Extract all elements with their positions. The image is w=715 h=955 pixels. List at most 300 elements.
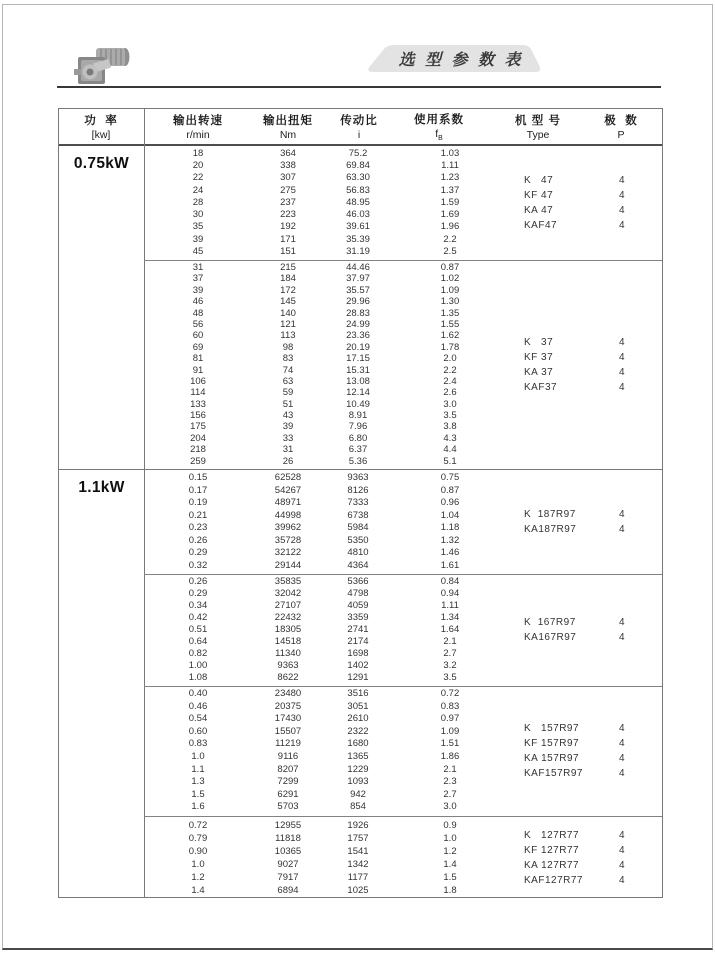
value: 1.08 <box>188 672 208 683</box>
value: 7.96 <box>348 421 368 433</box>
value: 307 <box>280 172 296 184</box>
value: 106 <box>190 375 206 387</box>
value: 338 <box>280 160 296 172</box>
value: 31.19 <box>346 245 370 257</box>
value: 7299 <box>277 776 299 788</box>
value: 4059 <box>347 600 369 611</box>
value: 0.29 <box>188 547 208 558</box>
value: 1.4 <box>443 859 457 870</box>
type-name: K 167R97 <box>524 617 576 628</box>
type-row <box>524 766 664 781</box>
value: 1342 <box>347 859 369 870</box>
value: 39.61 <box>346 221 370 233</box>
value: 113 <box>280 330 296 342</box>
poles-value: 4 <box>618 632 626 643</box>
value: 15.31 <box>346 364 370 376</box>
ratio-block <box>59 470 662 574</box>
type-name: KAF157R97 <box>524 768 583 779</box>
value: 91 <box>192 364 204 376</box>
value: 0.94 <box>440 588 460 599</box>
value: 63.30 <box>346 172 370 184</box>
value: 0.84 <box>440 576 460 587</box>
value: 0.32 <box>188 559 208 571</box>
poles-value: 4 <box>618 723 626 734</box>
value: 1.62 <box>440 330 460 342</box>
poles-value: 4 <box>618 175 626 186</box>
column-fb <box>410 686 490 816</box>
column-speed <box>158 146 238 260</box>
value: 2.5 <box>443 245 457 257</box>
value: 2.3 <box>443 776 457 788</box>
value: 1.11 <box>441 160 459 172</box>
header-label: 机 型 号 <box>515 115 561 127</box>
column-torque <box>248 816 328 900</box>
value: 140 <box>280 307 296 319</box>
column-fb <box>410 816 490 900</box>
value: 156 <box>190 410 206 422</box>
type-row <box>524 736 664 751</box>
poles-value: 4 <box>618 366 626 378</box>
value: 60 <box>192 330 204 342</box>
value: 30 <box>192 209 204 221</box>
value: 4364 <box>347 559 369 571</box>
value: 1.3 <box>191 776 205 788</box>
type-row <box>524 721 664 736</box>
column-ratio <box>318 574 398 686</box>
header-cell <box>414 109 464 144</box>
value: 13.08 <box>346 375 370 387</box>
type-name: KAF47 <box>524 220 558 231</box>
value: 29.96 <box>346 296 370 308</box>
column-torque <box>248 574 328 686</box>
value: 5350 <box>347 534 369 546</box>
value: 51 <box>282 398 294 410</box>
value: 35.57 <box>346 284 370 296</box>
value: 0.26 <box>188 576 208 587</box>
value: 218 <box>190 444 206 456</box>
value: 31 <box>192 261 204 273</box>
value: 22432 <box>274 612 302 623</box>
ratio-block <box>59 260 662 469</box>
value: 4798 <box>347 588 369 599</box>
value: 37 <box>192 273 204 285</box>
value: 1025 <box>347 885 369 896</box>
value: 2322 <box>347 725 369 737</box>
value: 2.1 <box>443 636 457 647</box>
type-name: K 157R97 <box>524 723 580 734</box>
value: 121 <box>280 318 296 330</box>
value: 223 <box>280 209 296 221</box>
value: 1680 <box>347 738 369 750</box>
value: 0.21 <box>188 509 208 521</box>
value: 1.37 <box>440 184 460 196</box>
value: 0.72 <box>440 688 460 700</box>
poles-value: 4 <box>618 875 626 886</box>
value: 24.99 <box>346 318 370 330</box>
power-section <box>59 146 662 469</box>
value: 1698 <box>347 648 369 659</box>
value: 0.29 <box>188 588 208 599</box>
value: 0.15 <box>188 472 208 483</box>
column-fb <box>410 146 490 260</box>
value: 1.55 <box>440 318 460 330</box>
value: 2.2 <box>443 233 457 245</box>
column-ratio <box>318 146 398 260</box>
poles-value: 4 <box>618 205 626 216</box>
value: 8207 <box>277 763 299 775</box>
value: 62528 <box>274 472 302 483</box>
value: 56 <box>192 318 204 330</box>
column-ratio <box>318 470 398 574</box>
value: 74 <box>282 364 294 376</box>
value: 23480 <box>274 688 302 700</box>
value: 9363 <box>277 660 299 671</box>
value: 22 <box>192 172 204 184</box>
value: 0.96 <box>440 497 460 508</box>
value: 39 <box>192 284 204 296</box>
value: 1177 <box>347 872 369 883</box>
type-name: KA 37 <box>524 366 554 378</box>
value: 11340 <box>275 648 301 659</box>
value: 2174 <box>347 636 369 647</box>
type-row <box>524 843 664 858</box>
value: 0.83 <box>440 700 460 712</box>
value: 0.34 <box>188 600 208 611</box>
poles-value: 4 <box>618 190 626 201</box>
value: 63 <box>282 375 294 387</box>
value: 28 <box>192 196 204 208</box>
value: 5366 <box>347 576 369 587</box>
poles-value: 4 <box>618 860 626 871</box>
value: 1.86 <box>440 751 460 762</box>
type-row <box>524 173 664 188</box>
type-row <box>524 203 664 218</box>
value: 0.54 <box>188 713 208 725</box>
type-name: KA 157R97 <box>524 753 580 764</box>
value: 1.0 <box>191 859 205 870</box>
value: 1.04 <box>440 509 460 521</box>
power-section <box>59 469 662 899</box>
value: 275 <box>280 184 296 196</box>
value: 1.5 <box>443 872 457 883</box>
value: 1229 <box>347 763 369 775</box>
value: 3.0 <box>443 801 457 813</box>
type-row <box>524 873 664 888</box>
value: 35.39 <box>346 233 370 245</box>
value: 20 <box>192 160 204 172</box>
column-speed <box>158 574 238 686</box>
type-name: K 37 <box>524 336 554 348</box>
column-fb <box>410 470 490 574</box>
column-torque <box>248 260 328 469</box>
column-fb <box>410 260 490 469</box>
column-ratio <box>318 686 398 816</box>
value: 0.19 <box>188 497 208 508</box>
value: 204 <box>190 432 206 444</box>
value: 35835 <box>274 576 302 587</box>
type-row <box>524 858 664 873</box>
value: 28.83 <box>346 307 370 319</box>
value: 1.5 <box>191 788 205 800</box>
type-row <box>524 218 664 233</box>
value: 133 <box>190 398 206 410</box>
header-cell <box>84 109 117 144</box>
value: 2741 <box>347 624 369 635</box>
value: 6.80 <box>348 432 368 444</box>
value: 5984 <box>347 522 369 533</box>
value: 20.19 <box>346 341 370 353</box>
value: 35728 <box>274 534 302 546</box>
value: 1.78 <box>440 341 460 353</box>
column-speed <box>158 260 238 469</box>
type-row <box>524 350 664 365</box>
poles-value: 4 <box>618 336 626 348</box>
value: 114 <box>190 387 206 399</box>
value: 1.35 <box>440 307 460 319</box>
value: 1.51 <box>440 738 460 750</box>
column-type <box>524 574 664 686</box>
value: 48 <box>192 307 204 319</box>
value: 17430 <box>274 713 302 725</box>
type-name: KF 157R97 <box>524 738 580 749</box>
value: 0.51 <box>188 624 208 635</box>
value: 942 <box>350 788 366 800</box>
type-row <box>524 751 664 766</box>
value: 1.09 <box>440 284 460 296</box>
value: 1093 <box>347 776 369 788</box>
value: 215 <box>280 261 296 273</box>
value: 3359 <box>347 612 369 623</box>
value: 1.96 <box>440 221 460 233</box>
header-unit: Nm <box>279 129 297 141</box>
poles-value: 4 <box>618 220 626 231</box>
power-label: 1.1kW <box>78 479 125 496</box>
value: 171 <box>280 233 296 245</box>
value: 1.03 <box>440 148 460 160</box>
type-row <box>524 365 664 380</box>
type-name: KF 127R77 <box>524 845 580 856</box>
type-name: KA 47 <box>524 205 554 216</box>
value: 2.7 <box>443 788 457 800</box>
value: 14518 <box>274 636 302 647</box>
value: 6738 <box>347 509 369 521</box>
value: 1.2 <box>443 846 457 857</box>
type-name: KF 47 <box>524 190 554 201</box>
type-name: KA167R97 <box>524 632 577 643</box>
value: 3.5 <box>443 672 457 683</box>
value: 1.0 <box>443 833 457 844</box>
value: 24 <box>192 184 204 196</box>
value: 1.6 <box>191 801 205 813</box>
value: 3.5 <box>443 410 457 422</box>
value: 1402 <box>347 660 369 671</box>
type-row <box>524 507 664 522</box>
type-name: K 127R77 <box>524 830 580 841</box>
value: 9027 <box>277 859 299 870</box>
value: 54267 <box>274 484 302 496</box>
column-torque <box>248 686 328 816</box>
value: 0.87 <box>440 484 460 496</box>
value: 1.4 <box>191 885 205 896</box>
type-name: KA187R97 <box>524 524 577 535</box>
value: 8.91 <box>348 410 368 422</box>
value: 1365 <box>347 751 369 762</box>
value: 0.26 <box>188 534 208 546</box>
header-rule <box>57 86 661 88</box>
column-ratio <box>318 816 398 900</box>
value: 48971 <box>274 497 302 508</box>
value: 75.2 <box>348 148 368 160</box>
value: 0.90 <box>188 846 208 857</box>
table-body <box>59 146 662 897</box>
value: 364 <box>280 148 296 160</box>
value: 145 <box>280 296 296 308</box>
page-title: 选 型 参 数 表 <box>398 51 524 69</box>
value: 0.79 <box>188 833 208 844</box>
value: 2.7 <box>443 648 457 659</box>
value: 69.84 <box>346 160 370 172</box>
value: 46 <box>192 296 204 308</box>
value: 43 <box>282 410 294 422</box>
value: 1.1 <box>191 763 205 775</box>
type-row <box>524 522 664 537</box>
value: 33 <box>282 432 294 444</box>
value: 31 <box>282 444 294 456</box>
power-label: 0.75kW <box>73 155 130 172</box>
value: 1541 <box>347 846 369 857</box>
type-name: KAF37 <box>524 381 558 393</box>
value: 10.49 <box>346 398 370 410</box>
value: 11219 <box>275 738 301 750</box>
value: 56.83 <box>346 184 370 196</box>
value: 12.14 <box>346 387 370 399</box>
value: 1.69 <box>440 209 460 221</box>
value: 2.4 <box>443 375 457 387</box>
value: 2.6 <box>443 387 457 399</box>
value: 1.09 <box>440 725 460 737</box>
value: 0.82 <box>188 648 208 659</box>
value: 17.15 <box>346 353 370 365</box>
value: 9116 <box>277 751 299 762</box>
value: 1757 <box>347 833 369 844</box>
header-unit: P <box>617 129 625 141</box>
type-row <box>524 630 664 645</box>
poles-value: 4 <box>618 351 626 363</box>
value: 15507 <box>274 725 302 737</box>
value: 1.02 <box>440 273 460 285</box>
value: 4.4 <box>443 444 457 456</box>
value: 98 <box>282 341 294 353</box>
value: 1.00 <box>188 660 208 671</box>
value: 1.11 <box>441 600 459 611</box>
value: 5.36 <box>348 455 368 467</box>
header-unit: r/min <box>186 129 210 141</box>
value: 854 <box>350 801 366 813</box>
value: 0.75 <box>440 472 460 483</box>
selection-table <box>58 108 663 898</box>
value: 2610 <box>347 713 369 725</box>
header-unit: $f_B$ <box>435 127 443 143</box>
value: 35 <box>192 221 204 233</box>
value: 39 <box>192 233 204 245</box>
ratio-block <box>59 686 662 816</box>
column-torque <box>248 470 328 574</box>
value: 3.8 <box>443 421 457 433</box>
header-cell <box>340 109 378 144</box>
header-label: 输出扭矩 <box>263 115 313 127</box>
poles-value: 4 <box>618 524 626 535</box>
value: 23.36 <box>346 330 370 342</box>
value: 6.37 <box>348 444 368 456</box>
value: 39 <box>282 421 294 433</box>
page-title-banner <box>363 43 559 73</box>
poles-value: 4 <box>618 845 626 856</box>
value: 5.1 <box>443 455 457 467</box>
column-type <box>524 146 664 260</box>
column-type <box>524 686 664 816</box>
value: 0.97 <box>440 713 460 725</box>
value: 18 <box>192 148 204 160</box>
value: 29144 <box>274 559 302 571</box>
header-label: 使用系数 <box>414 113 464 126</box>
type-name: KA 127R77 <box>524 860 580 871</box>
value: 5703 <box>277 801 299 813</box>
type-row <box>524 615 664 630</box>
value: 0.46 <box>188 700 208 712</box>
value: 26 <box>282 455 294 467</box>
header-label: 传动比 <box>340 115 378 127</box>
value: 32042 <box>274 588 302 599</box>
value: 2.1 <box>443 763 457 775</box>
value: 1.64 <box>440 624 460 635</box>
value: 45 <box>192 245 204 257</box>
type-name: KAF127R77 <box>524 875 583 886</box>
value: 1.0 <box>191 751 205 762</box>
value: 3.2 <box>443 660 457 671</box>
value: 9363 <box>347 472 369 483</box>
value: 0.40 <box>188 688 208 700</box>
value: 2.2 <box>443 364 457 376</box>
value: 37.97 <box>346 273 370 285</box>
value: 0.72 <box>188 820 208 831</box>
value: 0.83 <box>188 738 208 750</box>
column-type <box>524 470 664 574</box>
value: 175 <box>190 421 206 433</box>
value: 1.61 <box>440 559 460 571</box>
column-fb <box>410 574 490 686</box>
value: 0.60 <box>188 725 208 737</box>
poles-value: 4 <box>618 768 626 779</box>
value: 172 <box>280 284 296 296</box>
value: 0.17 <box>188 484 208 496</box>
value: 1.32 <box>440 534 460 546</box>
poles-value: 4 <box>618 509 626 520</box>
type-name: K 47 <box>524 175 554 186</box>
value: 27107 <box>274 600 302 611</box>
value: 1.18 <box>440 522 460 533</box>
header-label: 极 数 <box>604 115 638 127</box>
value: 1.34 <box>440 612 460 623</box>
value: 1.46 <box>440 547 460 558</box>
type-row <box>524 380 664 395</box>
header-unit: Type <box>526 129 550 141</box>
value: 7917 <box>277 872 299 883</box>
value: 4810 <box>347 547 369 558</box>
value: 0.9 <box>443 820 457 831</box>
poles-value: 4 <box>618 381 626 393</box>
value: 8126 <box>347 484 369 496</box>
header-unit: [kw] <box>91 129 111 141</box>
